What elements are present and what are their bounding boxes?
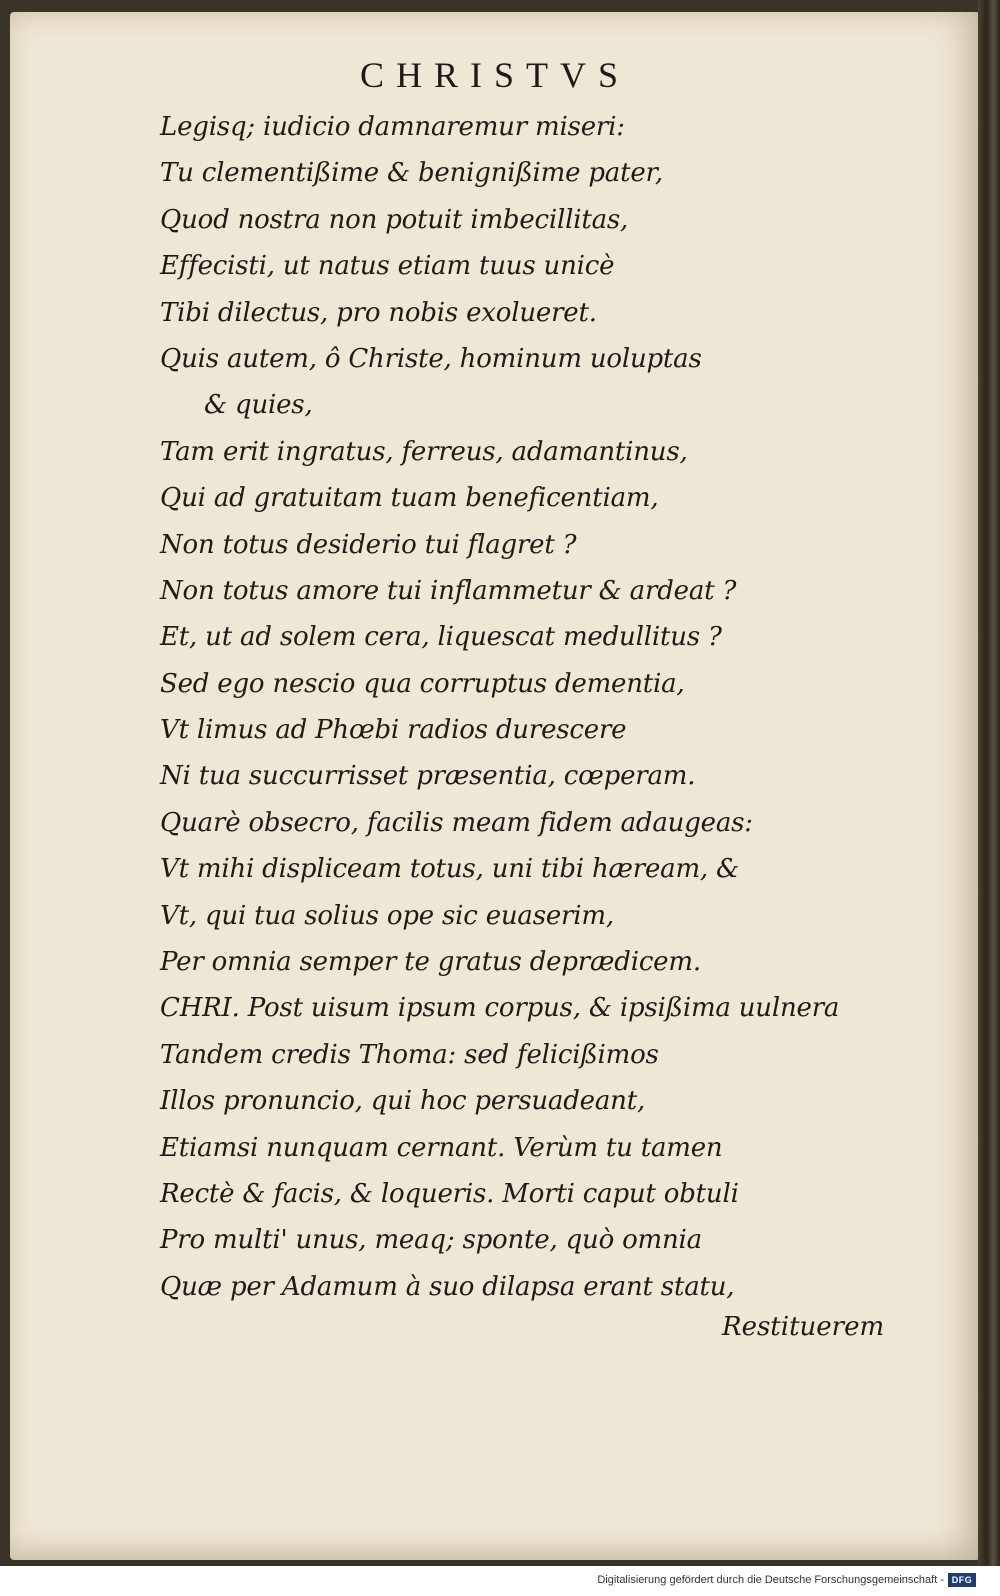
footer-credit: Digitalisierung gefördert durch die Deutsche Forschungsgemeinschaft - xyxy=(597,1574,944,1586)
verse-line: & quies, xyxy=(204,390,313,421)
verse-line: Illos pronuncio, qui hoc persuadeant, xyxy=(160,1086,646,1117)
verse-line: Quarè obsecro, facilis meam fidem adaugeas: xyxy=(160,807,753,838)
catchword: Restituerem xyxy=(722,1312,885,1342)
running-head: CHRISTVS xyxy=(360,55,631,95)
verse-line: Per omnia semper te gratus deprædicem. xyxy=(160,947,701,978)
verse-line: Quod nostra non potuit imbecillitas, xyxy=(160,204,629,235)
verse-line: Non totus amore tui inflammetur & ardeat ? xyxy=(160,575,737,606)
verse-line: Etiamsi nunquam cernant. Verùm tu tamen xyxy=(160,1132,723,1163)
verse-line: Vt mihi displiceam totus, uni tibi hæream, & xyxy=(160,854,739,885)
verse-line: Quis autem, ô Christe, hominum uoluptas xyxy=(160,343,702,374)
verse-line: Vt limus ad Phœbi radios durescere xyxy=(160,715,627,746)
verse-line: CHRI. Post uisum ipsum corpus, & ipsißima uulnera xyxy=(160,993,840,1024)
footer-bar xyxy=(0,1566,1000,1596)
book-spine xyxy=(978,0,1000,1566)
verse-line: Qui ad gratuitam tuam beneficentiam, xyxy=(160,483,659,514)
verse-text xyxy=(160,104,960,1310)
verse-line: Sed ego nescio qua corruptus dementia, xyxy=(160,668,685,699)
verse-line: Pro multi' unus, meaq; sponte, quò omnia xyxy=(160,1225,702,1256)
verse-line: Effecisti, ut natus etiam tuus unicè xyxy=(160,251,615,282)
dfg-logo: DFG xyxy=(948,1573,976,1587)
verse-line: Rectè & facis, & loqueris. Morti caput obtuli xyxy=(160,1178,739,1209)
verse-line: Legisq; iudicio damnaremur miseri: xyxy=(160,112,625,142)
verse-line: Vt, qui tua solius ope sic euaserim, xyxy=(160,900,614,931)
verse-line: Tu clementißime & benignißime pater, xyxy=(160,158,663,189)
verse-line: Ni tua succurrisset præsentia, cœperam. xyxy=(160,761,696,792)
verse-line: Tibi dilectus, pro nobis exolueret. xyxy=(160,297,597,328)
verse-line: Non totus desiderio tui flagret ? xyxy=(160,529,577,560)
verse-line: Tandem credis Thoma: sed felicißimos xyxy=(160,1039,659,1070)
book-page xyxy=(10,12,980,1560)
verse-line: Tam erit ingratus, ferreus, adamantinus, xyxy=(160,436,688,467)
verse-line: Quæ per Adamum à suo dilapsa erant statu, xyxy=(160,1271,735,1302)
verse-line: Et, ut ad solem cera, liquescat medullitus ? xyxy=(160,622,722,653)
